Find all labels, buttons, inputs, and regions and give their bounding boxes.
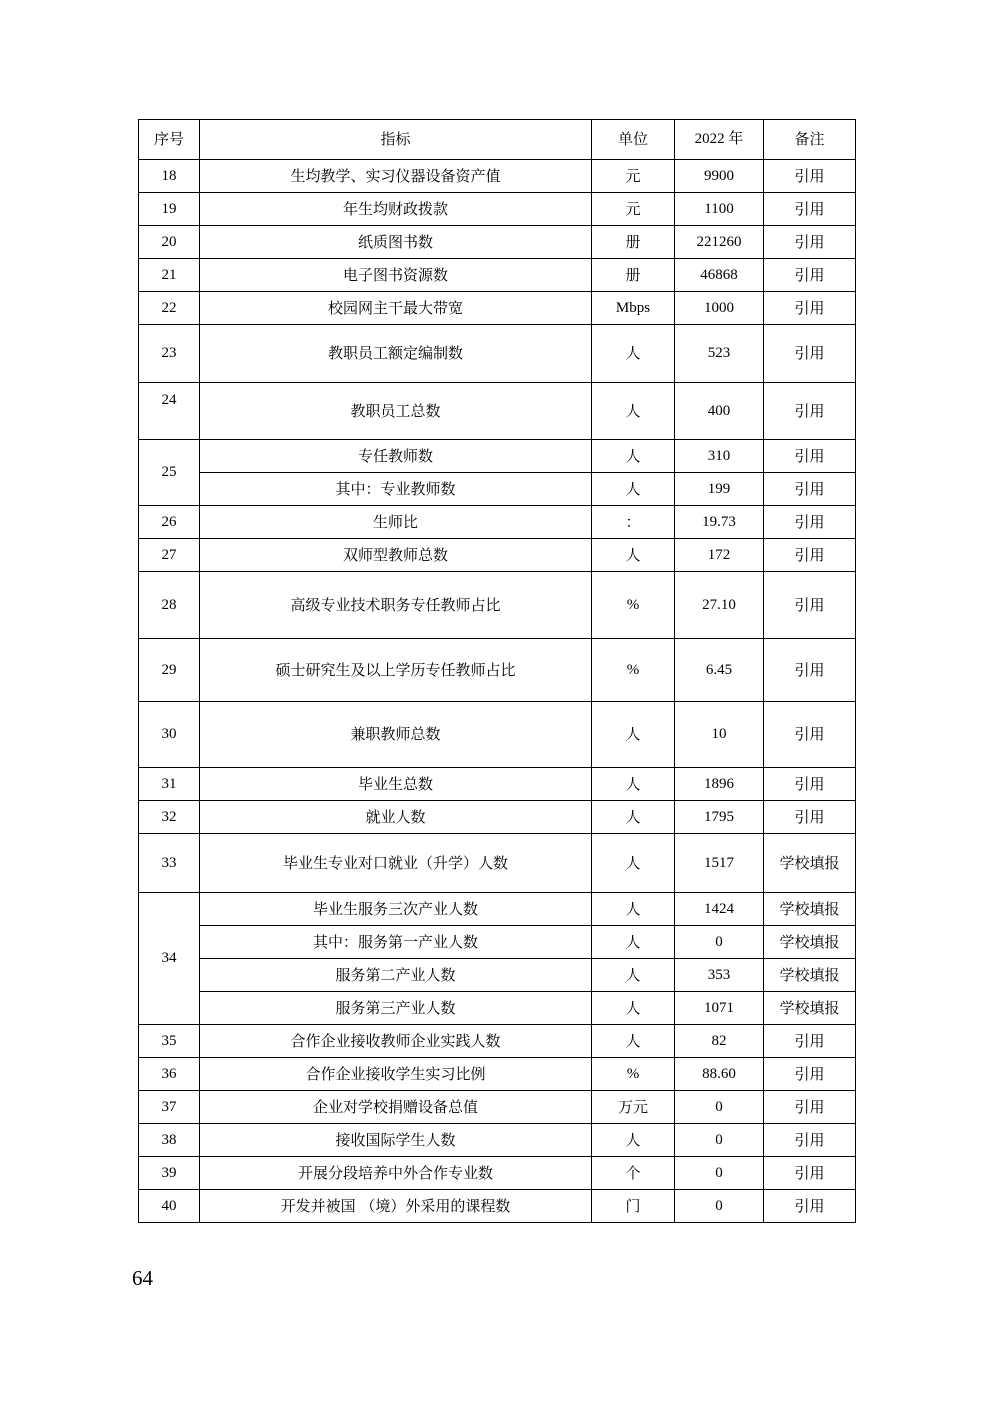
seq-cell: 31 (139, 768, 200, 801)
note-cell: 引用 (764, 383, 856, 440)
indicator-cell: 硕士研究生及以上学历专任教师占比 (200, 639, 592, 702)
unit-cell: % (592, 1058, 675, 1091)
seq-cell: 32 (139, 801, 200, 834)
seq-cell: 25 (139, 440, 200, 506)
table-row (139, 926, 856, 959)
table-row (139, 383, 856, 440)
table-row (139, 325, 856, 383)
note-cell: 引用 (764, 801, 856, 834)
note-cell: 学校填报 (764, 893, 856, 926)
indicator-cell: 毕业生专业对口就业（升学）人数 (200, 834, 592, 893)
seq-cell: 30 (139, 702, 200, 768)
seq-cell: 28 (139, 572, 200, 639)
unit-cell: 门 (592, 1190, 675, 1223)
note-cell: 学校填报 (764, 992, 856, 1025)
unit-cell: 人 (592, 992, 675, 1025)
value-cell: 172 (675, 539, 764, 572)
indicator-cell: 就业人数 (200, 801, 592, 834)
indicator-cell: 服务第二产业人数 (200, 959, 592, 992)
note-cell: 引用 (764, 702, 856, 768)
unit-cell: 人 (592, 702, 675, 768)
seq-cell: 36 (139, 1058, 200, 1091)
note-cell: 引用 (764, 1157, 856, 1190)
note-cell: 引用 (764, 1058, 856, 1091)
unit-cell: 人 (592, 801, 675, 834)
note-cell: 引用 (764, 539, 856, 572)
value-cell: 6.45 (675, 639, 764, 702)
value-cell: 88.60 (675, 1058, 764, 1091)
unit-cell: 元 (592, 160, 675, 193)
unit-cell: 人 (592, 959, 675, 992)
indicator-cell: 高级专业技术职务专任教师占比 (200, 572, 592, 639)
value-cell: 1424 (675, 893, 764, 926)
unit-cell: 人 (592, 893, 675, 926)
indicator-cell: 毕业生总数 (200, 768, 592, 801)
note-cell: 引用 (764, 768, 856, 801)
indicator-cell: 教职员工额定编制数 (200, 325, 592, 383)
unit-cell: 人 (592, 473, 675, 506)
seq-cell: 23 (139, 325, 200, 383)
table-row (139, 226, 856, 259)
value-cell: 199 (675, 473, 764, 506)
table-row (139, 1058, 856, 1091)
indicator-cell: 合作企业接收教师企业实践人数 (200, 1025, 592, 1058)
table-row (139, 1190, 856, 1223)
note-cell: 引用 (764, 1190, 856, 1223)
seq-cell: 33 (139, 834, 200, 893)
value-cell: 0 (675, 1124, 764, 1157)
seq-cell: 24 (139, 383, 200, 440)
header-unit: 单位 (592, 120, 675, 160)
seq-cell: 18 (139, 160, 200, 193)
value-cell: 0 (675, 1091, 764, 1124)
unit-cell: ： (592, 506, 675, 539)
note-cell: 引用 (764, 1124, 856, 1157)
indicator-cell: 其中：专业教师数 (200, 473, 592, 506)
table-row (139, 259, 856, 292)
note-cell: 引用 (764, 160, 856, 193)
indicator-cell: 教职员工总数 (200, 383, 592, 440)
value-cell: 1000 (675, 292, 764, 325)
indicator-cell: 服务第三产业人数 (200, 992, 592, 1025)
value-cell: 10 (675, 702, 764, 768)
table-row (139, 801, 856, 834)
value-cell: 82 (675, 1025, 764, 1058)
seq-cell: 19 (139, 193, 200, 226)
indicator-cell: 校园网主干最大带宽 (200, 292, 592, 325)
unit-cell: 元 (592, 193, 675, 226)
seq-cell: 34 (139, 893, 200, 1025)
table-row (139, 539, 856, 572)
note-cell: 引用 (764, 292, 856, 325)
indicator-cell: 开发并被国 （境）外采用的课程数 (200, 1190, 592, 1223)
unit-cell: 人 (592, 440, 675, 473)
indicator-cell: 生师比 (200, 506, 592, 539)
seq-cell: 39 (139, 1157, 200, 1190)
note-cell: 学校填报 (764, 959, 856, 992)
seq-cell: 20 (139, 226, 200, 259)
table-row (139, 440, 856, 473)
table-row (139, 959, 856, 992)
unit-cell: 个 (592, 1157, 675, 1190)
unit-cell: 人 (592, 834, 675, 893)
note-cell: 引用 (764, 1091, 856, 1124)
value-cell: 0 (675, 926, 764, 959)
indicator-cell: 毕业生服务三次产业人数 (200, 893, 592, 926)
note-cell: 引用 (764, 440, 856, 473)
value-cell: 1795 (675, 801, 764, 834)
seq-cell: 26 (139, 506, 200, 539)
value-cell: 27.10 (675, 572, 764, 639)
indicator-cell: 专任教师数 (200, 440, 592, 473)
table-row (139, 893, 856, 926)
note-cell: 引用 (764, 572, 856, 639)
indicator-cell: 生均教学、实习仪器设备资产值 (200, 160, 592, 193)
seq-cell: 27 (139, 539, 200, 572)
note-cell: 引用 (764, 473, 856, 506)
seq-cell: 22 (139, 292, 200, 325)
table-row (139, 1124, 856, 1157)
table-row (139, 1025, 856, 1058)
note-cell: 学校填报 (764, 834, 856, 893)
value-cell: 1100 (675, 193, 764, 226)
value-cell: 46868 (675, 259, 764, 292)
seq-cell: 38 (139, 1124, 200, 1157)
indicator-cell: 年生均财政拨款 (200, 193, 592, 226)
unit-cell: 册 (592, 226, 675, 259)
value-cell: 1896 (675, 768, 764, 801)
indicator-cell: 接收国际学生人数 (200, 1124, 592, 1157)
table-row (139, 768, 856, 801)
unit-cell: % (592, 639, 675, 702)
table-row (139, 160, 856, 193)
value-cell: 19.73 (675, 506, 764, 539)
unit-cell: 人 (592, 1025, 675, 1058)
unit-cell: 人 (592, 768, 675, 801)
indicator-cell: 双师型教师总数 (200, 539, 592, 572)
table-row (139, 506, 856, 539)
value-cell: 9900 (675, 160, 764, 193)
header-seq: 序号 (139, 120, 200, 160)
indicator-cell: 其中：服务第一产业人数 (200, 926, 592, 959)
table-row (139, 702, 856, 768)
indicator-cell: 兼职教师总数 (200, 702, 592, 768)
note-cell: 引用 (764, 506, 856, 539)
table-row (139, 834, 856, 893)
unit-cell: 人 (592, 1124, 675, 1157)
note-cell: 引用 (764, 1025, 856, 1058)
unit-cell: % (592, 572, 675, 639)
header-note: 备注 (764, 120, 856, 160)
seq-cell: 40 (139, 1190, 200, 1223)
table-row (139, 292, 856, 325)
note-cell: 引用 (764, 226, 856, 259)
indicator-cell: 电子图书资源数 (200, 259, 592, 292)
value-cell: 0 (675, 1190, 764, 1223)
page-number: 64 (132, 1266, 153, 1290)
value-cell: 353 (675, 959, 764, 992)
unit-cell: 人 (592, 383, 675, 440)
unit-cell: 册 (592, 259, 675, 292)
value-cell: 400 (675, 383, 764, 440)
table-row (139, 1157, 856, 1190)
seq-cell: 35 (139, 1025, 200, 1058)
table-row (139, 572, 856, 639)
note-cell: 引用 (764, 193, 856, 226)
value-cell: 1517 (675, 834, 764, 893)
header-indicator: 指标 (200, 120, 592, 160)
table-row (139, 193, 856, 226)
seq-cell: 37 (139, 1091, 200, 1124)
table-row (139, 1091, 856, 1124)
header-row (139, 120, 856, 160)
value-cell: 1071 (675, 992, 764, 1025)
indicator-cell: 纸质图书数 (200, 226, 592, 259)
table-row (139, 992, 856, 1025)
table-row (139, 639, 856, 702)
unit-cell: Mbps (592, 292, 675, 325)
unit-cell: 万元 (592, 1091, 675, 1124)
indicator-table (138, 119, 856, 1223)
note-cell: 引用 (764, 259, 856, 292)
value-cell: 0 (675, 1157, 764, 1190)
indicator-cell: 开展分段培养中外合作专业数 (200, 1157, 592, 1190)
unit-cell: 人 (592, 325, 675, 383)
indicator-cell: 合作企业接收学生实习比例 (200, 1058, 592, 1091)
unit-cell: 人 (592, 926, 675, 959)
indicator-cell: 企业对学校捐赠设备总值 (200, 1091, 592, 1124)
seq-cell: 21 (139, 259, 200, 292)
table-row (139, 473, 856, 506)
seq-cell: 29 (139, 639, 200, 702)
note-cell: 引用 (764, 639, 856, 702)
value-cell: 310 (675, 440, 764, 473)
value-cell: 221260 (675, 226, 764, 259)
value-cell: 523 (675, 325, 764, 383)
unit-cell: 人 (592, 539, 675, 572)
note-cell: 学校填报 (764, 926, 856, 959)
note-cell: 引用 (764, 325, 856, 383)
header-year: 2022 年 (675, 120, 764, 160)
